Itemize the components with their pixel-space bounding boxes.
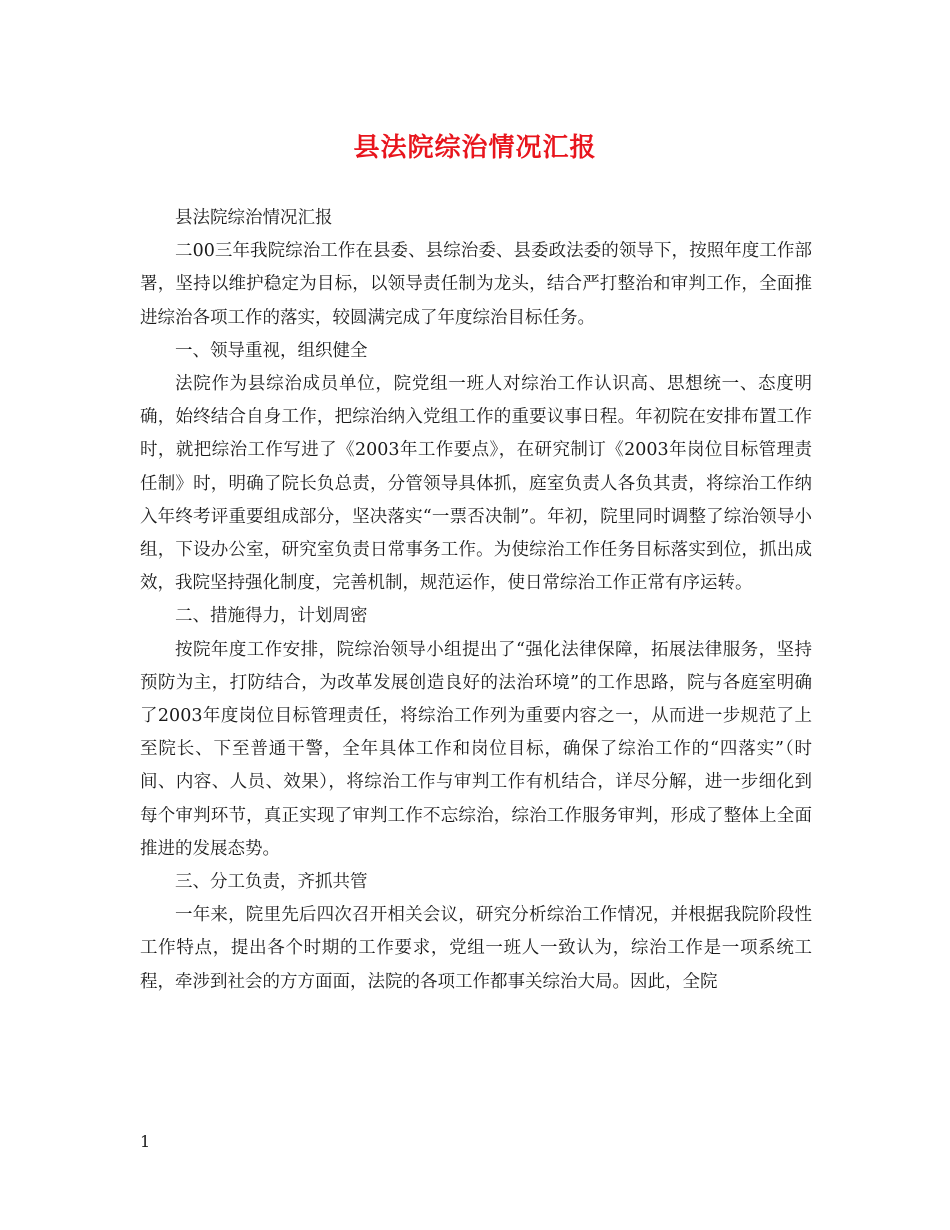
paragraph-section-2: 按院年度工作安排，院综治领导小组提出了“强化法律保障，拓展法律服务，坚持预防为主，打防结合，为改革发展创造良好的法治环境”的工作思路，院与各庭室明确了2003年度岗位目标管理责任，将综治工作列为重要内容之一，从而进一步规范了上至院长、下至普通干警，全年具体工作和岗位目标，确保了综治工作的“四落实”（时间、内容、人员、效果），将综治工作与审判工作有机结合，详尽分解，进一步细化到每个审判环节，真正实现了审判工作不忘综治，综治工作服务审判，形成了整体上全面推进的发展态势。 bbox=[140, 639, 812, 859]
paragraph-intro: 二00三年我院综治工作在县委、县综治委、县委政法委的领导下，按照年度工作部署，坚持以维护稳定为目标，以领导责任制为龙头，结合严打整治和审判工作，全面推进综治各项工作的落实，较圆满完成了年度综治目标任务。 bbox=[140, 241, 812, 328]
document-body bbox=[140, 202, 812, 999]
paragraph-subtitle: 县法院综治情况汇报 bbox=[175, 208, 333, 228]
section-heading-3: 三、分工负责，齐抓共管 bbox=[175, 872, 368, 893]
section-heading-1: 一、领导重视，组织健全 bbox=[175, 340, 368, 361]
document-title: 县法院综治情况汇报 bbox=[353, 133, 597, 163]
paragraph-section-1: 法院作为县综治成员单位，院党组一班人对综治工作认识高、思想统一、态度明确，始终结合自身工作，把综治纳入党组工作的重要议事日程。年初院在安排布置工作时，就把综治工作写进了《2003年工作要点》，在研究制订《2003年岗位目标管理责任制》时，明确了院长负总责，分管领导具体抓，庭室负责人各负其责，将综治工作纳入年终考评重要组成部分，坚决落实“一票否决制”。年初，院里同时调整了综治领导小组，下设办公室，研究室负责日常事务工作。为使综治工作任务目标落实到位，抓出成效，我院坚持强化制度，完善机制，规范运作，使日常综治工作正常有序运转。 bbox=[140, 374, 812, 594]
section-heading-2: 二、措施得力，计划周密 bbox=[175, 606, 368, 627]
page-number: 1 bbox=[140, 1132, 151, 1151]
paragraph-section-3: 一年来，院里先后四次召开相关会议，研究分析综治工作情况，并根据我院阶段性工作特点，提出各个时期的工作要求，党组一班人一致认为，综治工作是一项系统工程，牵涉到社会的方方面面，法院的各项工作都事关综治大局。因此，全院 bbox=[140, 905, 812, 992]
